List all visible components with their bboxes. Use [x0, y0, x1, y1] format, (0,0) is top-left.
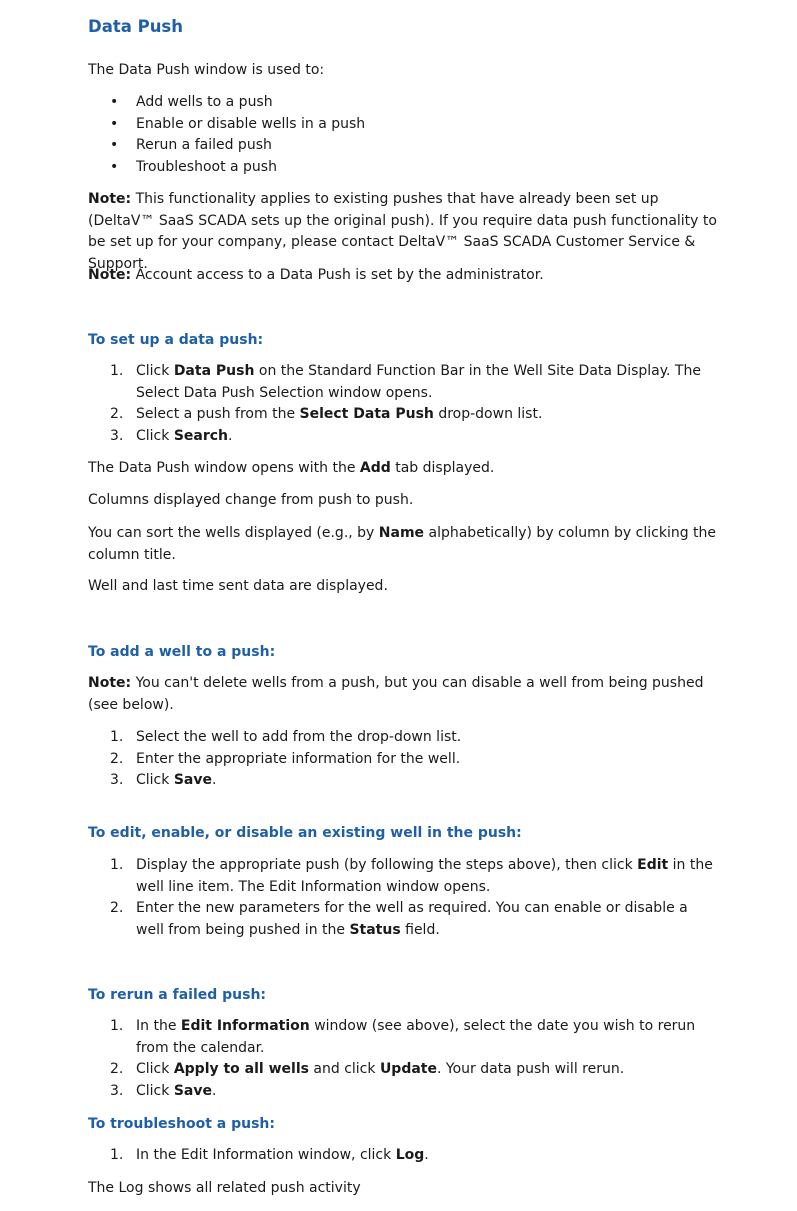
- step-item: 2. Click Apply to all wells and click Update. Your data push will rerun.: [110, 1061, 625, 1077]
- step-item: 1. Select the well to add from the drop-down list.: [110, 729, 462, 745]
- step-item: 2. Select a push from the Select Data Push drop-down list.: [110, 406, 543, 422]
- step-item: 1. Display the appropriate push (by following the steps above), then click Edit in the well line item. The Edit Information window opens.: [110, 857, 713, 895]
- list-item: • Troubleshoot a push: [108, 157, 365, 179]
- setup-paragraph: You can sort the wells displayed (e.g., by Name alphabetically) by column by clicking the column title.: [88, 525, 717, 563]
- troubleshoot-heading: To troubleshoot a push:: [88, 1116, 275, 1132]
- intro-text: The Data Push window is used to:: [88, 62, 325, 78]
- list-item: • Add wells to a push: [108, 92, 365, 114]
- list-item: • Rerun a failed push: [108, 135, 365, 157]
- note-text: This functionality applies to existing pushes that have already been set up (DeltaV™ SaaS SCADA sets up the original push). If you require data push functionality to be set up for your company, please contact DeltaV™ SaaS SCADA Customer Service & Support.: [88, 191, 717, 272]
- note-label: Note:: [88, 191, 132, 207]
- add-heading: To add a well to a push:: [88, 644, 276, 660]
- add-note: Note: You can't delete wells from a push, but you can disable a well from being pushed (see below).: [88, 675, 704, 713]
- edit-heading: To edit, enable, or disable an existing well in the push:: [88, 825, 522, 841]
- step-item: 1. In the Edit Information window, click Log.: [110, 1147, 429, 1163]
- troubleshoot-steps: [108, 1145, 718, 1167]
- step-item: 1. In the Edit Information window (see above), select the date you wish to rerun from the calendar.: [110, 1018, 696, 1056]
- edit-steps: [108, 855, 718, 941]
- rerun-heading: To rerun a failed push:: [88, 987, 267, 1003]
- note-functionality: [88, 189, 728, 275]
- rerun-steps: [108, 1016, 718, 1102]
- note-access: [88, 265, 728, 287]
- setup-steps: [108, 361, 718, 447]
- step-item: 3. Click Search.: [110, 427, 233, 444]
- note-text: Account access to a Data Push is set by the administrator.: [131, 267, 544, 283]
- troubleshoot-paragraph: The Log shows all related push activity: [88, 1180, 361, 1196]
- step-item: 1. Click Data Push on the Standard Function Bar in the Well Site Data Display. The Select Data Push Selection window opens.: [110, 363, 701, 401]
- setup-paragraph: The Data Push window opens with the Add tab displayed.: [88, 460, 495, 476]
- uses-list: [108, 92, 365, 178]
- note-label: Note:: [88, 267, 132, 283]
- setup-paragraph: Well and last time sent data are displayed.: [88, 578, 388, 594]
- setup-paragraph: Columns displayed change from push to push.: [88, 492, 414, 508]
- setup-heading: To set up a data push:: [88, 332, 264, 348]
- add-steps: [108, 727, 718, 792]
- step-item: 2. Enter the appropriate information for the well.: [110, 750, 461, 767]
- step-item: 2. Enter the new parameters for the well as required. You can enable or disable a well from being pushed in the Status field.: [110, 900, 688, 938]
- list-item: • Enable or disable wells in a push: [108, 114, 365, 136]
- page-title: Data Push: [88, 17, 184, 36]
- step-item: 3. Click Save.: [110, 1082, 217, 1099]
- step-item: 3. Click Save.: [110, 772, 217, 788]
